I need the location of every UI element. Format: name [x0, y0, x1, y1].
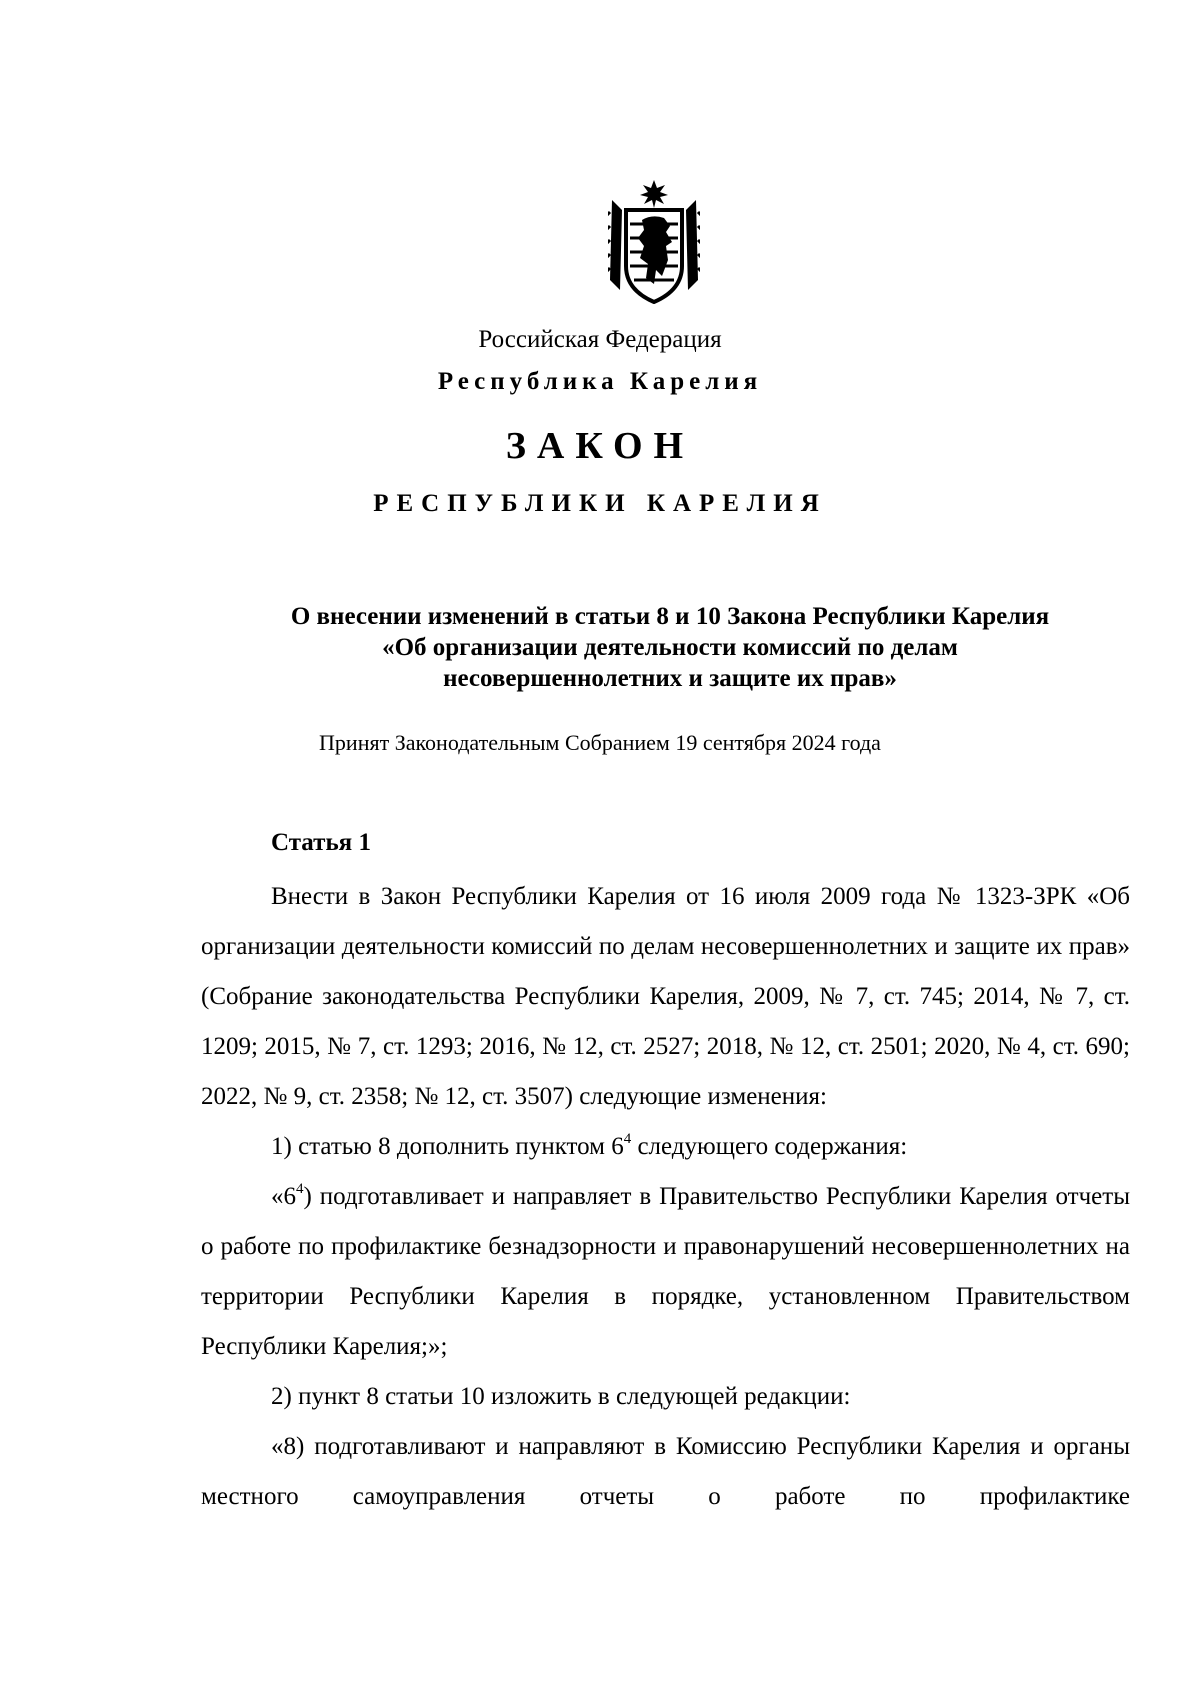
coat-of-arms-emblem	[608, 180, 700, 304]
amendment-quote-1-text: ) подготавливает и направляет в Правительство Республики Карелия отчеты о работе по профилактике безнадзорности и правонарушений несовершеннолетних на территории Республики Карелия в порядке, установленном Правительством Республики Карелия;»;	[201, 1183, 1130, 1360]
federation-label: Российская Федерация	[478, 326, 722, 353]
law-title-line: О внесении изменений в статьи 8 и 10 Закона Республики Карелия	[290, 603, 1050, 630]
republic-label: Республика Карелия	[437, 368, 763, 395]
amendment-quote-2: «8) подготавливают и направляют в Комиссию Республики Карелия и органы местного самоуправления отчеты о работе по профилактике	[201, 1433, 1130, 1510]
law-title-line: несовершеннолетних и защите их прав»	[443, 665, 897, 692]
amendment-quote-1-prefix: «6	[271, 1183, 296, 1210]
amendment-quote-1	[201, 1172, 1130, 1372]
amendment-item-1	[201, 1122, 1130, 1172]
article-intro-paragraph: Внести в Закон Республики Карелия от 16 июля 2009 года № 1323-ЗРК «Об организации деятельности комиссий по делам несовершеннолетних и защите их прав» (Собрание законодательства Республики Карелия, 2009, № 7, ст. 745; 2014, № 7, ст. 1209; 2015, № 7, ст. 1293; 2016, № 12, ст. 2527; 2018, № 12, ст. 2501; 2020, № 4, ст. 690; 2022, № 9, ст. 2358; № 12, ст. 3507) следующие изменения:	[201, 883, 1130, 1110]
law-title-line: «Об организации деятельности комиссий по делам	[382, 634, 958, 661]
adoption-note: Принят Законодательным Собранием 19 сентября 2024 года	[319, 730, 881, 755]
superscript: 4	[623, 1130, 632, 1147]
superscript: 4	[296, 1180, 304, 1197]
amendment-item-1-suffix: следующего содержания:	[631, 1133, 908, 1160]
law-title	[200, 601, 1140, 694]
law-body	[201, 818, 1130, 1522]
document-type-heading: ЗАКОН	[505, 425, 695, 467]
article-heading: Статья 1	[271, 829, 371, 856]
amendment-item-1-text: 1) статью 8 дополнить пунктом 6	[271, 1133, 624, 1160]
amendment-item-2: 2) пункт 8 статьи 10 изложить в следующей редакции:	[271, 1383, 851, 1410]
document-type-subheading: РЕСПУБЛИКИ КАРЕЛИЯ	[373, 490, 827, 517]
